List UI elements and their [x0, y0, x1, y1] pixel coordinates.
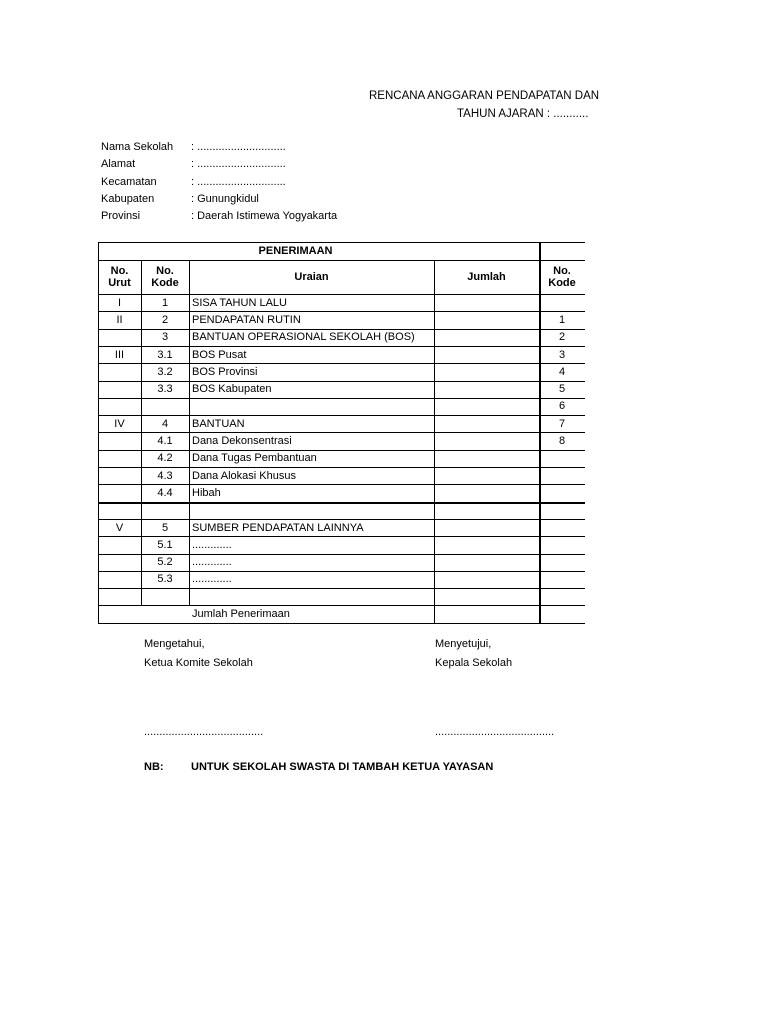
row-right-no-kode — [539, 502, 585, 519]
header-right-no-kode: No. Kode — [548, 265, 576, 289]
row-no-kode: 3.2 — [157, 365, 173, 378]
note-text: UNTUK SEKOLAH SWASTA DI TAMBAH KETUA YAYASAN — [191, 761, 494, 773]
info-value-kabupaten: : Gunungkidul — [191, 193, 259, 205]
row-right-no-kode — [539, 554, 585, 571]
row-no-urut — [98, 484, 141, 501]
row-no-urut — [98, 329, 141, 346]
row-no-urut — [98, 363, 141, 380]
signature-left-line1: Mengetahui, — [144, 638, 205, 650]
row-no-urut — [98, 571, 141, 588]
row-uraian: PENDAPATAN RUTIN — [192, 313, 301, 326]
header-no-urut: No. Urut — [108, 265, 131, 289]
row-no-kode: 3.1 — [157, 348, 173, 361]
row-no-kode: 3.3 — [157, 383, 173, 396]
row-no-kode — [141, 588, 189, 605]
row-no-urut — [98, 554, 141, 571]
row-uraian: SUMBER PENDAPATAN LAINNYA — [192, 521, 364, 534]
row-right-no-kode: 2 — [558, 331, 566, 344]
row-no-kode: 5.3 — [157, 573, 173, 586]
row-no-urut — [98, 536, 141, 553]
info-value-provinsi: : Daerah Istimewa Yogyakarta — [191, 210, 338, 222]
header-no-kode: No. Kode — [151, 265, 179, 289]
row-uraian: BOS Kabupaten — [192, 383, 272, 396]
row-no-urut: III — [114, 348, 125, 361]
row-no-kode — [141, 502, 189, 519]
document-title-line2: TAHUN AJARAN : ........... — [457, 108, 589, 120]
document-title-line1: RENCANA ANGGARAN PENDAPATAN DAN — [369, 90, 600, 102]
row-uraian: BANTUAN — [192, 417, 245, 430]
row-no-urut: II — [116, 313, 123, 326]
row-no-kode: 4.4 — [157, 486, 173, 499]
header-jumlah: Jumlah — [467, 271, 506, 283]
row-no-urut — [98, 450, 141, 467]
signature-right-dots: ....................................... — [435, 726, 555, 738]
row-no-kode: 5 — [161, 521, 169, 534]
row-no-kode: 5.2 — [157, 556, 173, 569]
row-uraian — [189, 588, 437, 605]
total-label: Jumlah Penerimaan — [192, 608, 290, 621]
row-right-no-kode — [539, 294, 585, 311]
row-no-kode: 4.3 — [157, 469, 173, 482]
row-right-no-kode — [539, 467, 585, 484]
note-label: NB: — [144, 761, 164, 773]
row-uraian: BANTUAN OPERASIONAL SEKOLAH (BOS) — [192, 331, 415, 344]
info-label-provinsi: Provinsi — [101, 210, 141, 222]
row-uraian: Dana Alokasi Khusus — [192, 469, 296, 482]
info-label-alamat: Alamat — [101, 158, 136, 170]
row-no-urut — [98, 502, 141, 519]
row-no-urut — [98, 398, 141, 415]
row-right-no-kode — [539, 519, 585, 536]
row-uraian: BOS Pusat — [192, 348, 247, 361]
row-no-kode: 1 — [161, 296, 169, 309]
row-right-no-kode: 3 — [558, 348, 566, 361]
header-uraian: Uraian — [294, 271, 329, 283]
row-no-kode: 4 — [161, 417, 169, 430]
row-no-urut: I — [117, 296, 122, 309]
row-right-no-kode: 5 — [558, 383, 566, 396]
signature-right-line1: Menyetujui, — [435, 638, 492, 650]
row-no-kode: 2 — [161, 313, 169, 326]
row-no-urut — [98, 467, 141, 484]
row-right-no-kode: 1 — [558, 313, 566, 326]
row-right-no-kode: 4 — [558, 365, 566, 378]
row-right-no-kode: 7 — [558, 417, 566, 430]
row-no-kode: 3 — [161, 331, 169, 344]
row-uraian: BOS Provinsi — [192, 365, 258, 378]
row-no-urut: IV — [114, 417, 125, 430]
info-label-kabupaten: Kabupaten — [101, 193, 155, 205]
info-label-nama-sekolah: Nama Sekolah — [101, 141, 174, 153]
signature-right-title: Kepala Sekolah — [435, 657, 513, 669]
row-no-kode: 4.2 — [157, 452, 173, 465]
row-no-urut: V — [115, 521, 124, 534]
row-no-kode — [141, 398, 189, 415]
row-uraian — [189, 502, 437, 519]
info-value-nama-sekolah: : ............................. — [191, 141, 286, 153]
row-no-urut — [98, 381, 141, 398]
signature-left-title: Ketua Komite Sekolah — [144, 657, 253, 669]
row-no-kode: 5.1 — [157, 538, 173, 551]
row-uraian: Dana Dekonsentrasi — [192, 435, 292, 448]
row-uraian: ............. — [192, 538, 232, 551]
row-right-no-kode — [539, 484, 585, 501]
row-right-no-kode — [539, 536, 585, 553]
row-no-urut — [98, 588, 141, 605]
section-title-penerimaan: PENERIMAAN — [258, 245, 333, 257]
info-value-kecamatan: : ............................. — [191, 176, 286, 188]
row-uraian: ............. — [192, 573, 232, 586]
row-uraian: Dana Tugas Pembantuan — [192, 452, 317, 465]
info-value-alamat: : ............................. — [191, 158, 286, 170]
signature-left-dots: ....................................... — [144, 726, 264, 738]
row-right-no-kode: 6 — [558, 400, 566, 413]
row-right-no-kode — [539, 588, 585, 605]
row-uraian: Hibah — [192, 486, 221, 499]
row-right-no-kode: 8 — [558, 435, 566, 448]
row-uraian — [189, 398, 437, 415]
row-uraian: ............. — [192, 556, 232, 569]
row-right-no-kode — [539, 571, 585, 588]
row-right-no-kode — [539, 450, 585, 467]
row-no-urut — [98, 432, 141, 449]
row-uraian: SISA TAHUN LALU — [192, 296, 287, 309]
info-label-kecamatan: Kecamatan — [101, 176, 157, 188]
row-no-kode: 4.1 — [157, 435, 173, 448]
